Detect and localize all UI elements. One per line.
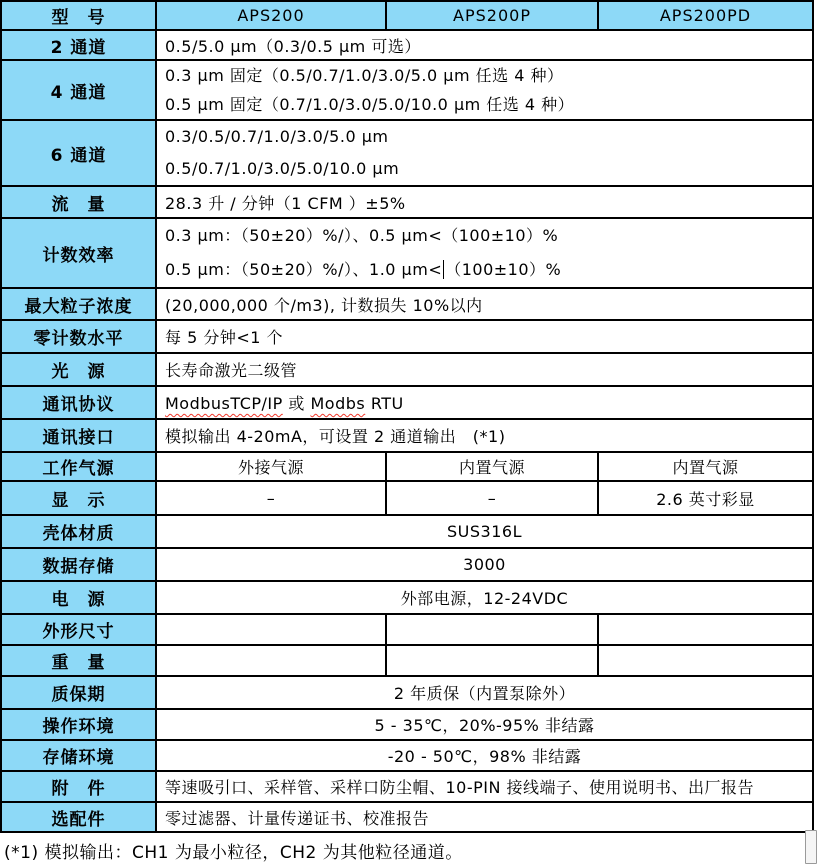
row-4-channel	[1, 60, 813, 120]
cell-aps200pd	[598, 614, 813, 645]
row-max-concentration	[1, 288, 813, 320]
row-value	[156, 60, 813, 120]
row-value-text: 或	[282, 394, 311, 413]
row-label: 存储环境	[1, 740, 156, 771]
row-value-line2: 0.5/0.7/1.0/3.0/5.0/10.0 μm	[165, 159, 400, 178]
row-storage-environment	[1, 740, 813, 771]
row-power	[1, 581, 813, 614]
row-label: 4 通道	[1, 60, 156, 120]
misspelled-word: ModbusTCP/IP	[165, 394, 283, 413]
header-model-aps200: APS200	[156, 1, 386, 30]
row-air-source	[1, 452, 813, 481]
cell-aps200pd	[598, 645, 813, 676]
row-label: 显 示	[1, 481, 156, 515]
row-light-source	[1, 353, 813, 386]
row-label: 选配件	[1, 802, 156, 832]
row-label: 零计数水平	[1, 320, 156, 353]
row-flow-rate	[1, 186, 813, 218]
row-value-line1: 0.3/0.5/0.7/1.0/3.0/5.0 μm	[165, 127, 389, 146]
row-counting-efficiency	[1, 218, 813, 288]
row-options	[1, 802, 813, 832]
header-model-aps200p: APS200P	[386, 1, 598, 30]
row-label: 通讯协议	[1, 386, 156, 419]
header-model-aps200pd: APS200PD	[598, 1, 813, 30]
row-value: 3000	[156, 548, 813, 581]
row-label: 2 通道	[1, 30, 156, 60]
row-label: 通讯接口	[1, 419, 156, 452]
footnote: (*1) 模拟输出：CH1 为最小粒径，CH2 为其他粒径通道。	[4, 842, 463, 863]
row-value-line2-post: （100±10）%	[445, 260, 562, 279]
scrollbar-fragment[interactable]	[805, 830, 817, 864]
row-value-line1: 0.3 μm：（50±20）%/）、0.5 μm<（100±10）%	[165, 226, 559, 245]
row-value-line2: 0.5 μm 固定（0.7/1.0/3.0/5.0/10.0 μm 任选 4 种）	[165, 95, 575, 114]
cell-aps200	[156, 614, 386, 645]
row-label: 数据存储	[1, 548, 156, 581]
header-row	[1, 1, 813, 30]
row-weight	[1, 645, 813, 676]
row-value	[156, 120, 813, 186]
row-value-line2-pre: 0.5 μm：（50±20）%/）、1.0 μm<	[165, 260, 443, 279]
row-label: 壳体材质	[1, 515, 156, 548]
row-value	[156, 218, 813, 288]
row-operating-environment	[1, 709, 813, 740]
row-value: SUS316L	[156, 515, 813, 548]
row-value: 等速吸引口、采样管、采样口防尘帽、10-PIN 接线端子、使用说明书、出厂报告	[156, 771, 813, 802]
row-value: (20,000,000 个/m3), 计数损失 10%以内	[156, 288, 813, 320]
row-value-line2	[157, 253, 812, 287]
cell-aps200p: 内置气源	[386, 452, 598, 481]
row-value: 长寿命激光二级管	[156, 353, 813, 386]
cell-aps200	[156, 645, 386, 676]
row-warranty	[1, 676, 813, 709]
cell-aps200p: –	[386, 481, 598, 515]
row-value-text: RTU	[365, 394, 404, 413]
row-label: 工作气源	[1, 452, 156, 481]
row-value	[156, 386, 813, 419]
row-interface	[1, 419, 813, 452]
cell-aps200p	[386, 614, 598, 645]
row-label: 外形尺寸	[1, 614, 156, 645]
row-value: 5 - 35℃，20%-95% 非结露	[156, 709, 813, 740]
cell-aps200p	[386, 645, 598, 676]
row-value: 2 年质保（内置泵除外）	[156, 676, 813, 709]
row-6-channel	[1, 120, 813, 186]
row-label: 重 量	[1, 645, 156, 676]
row-label: 附 件	[1, 771, 156, 802]
row-housing-material	[1, 515, 813, 548]
cell-aps200pd: 2.6 英寸彩显	[598, 481, 813, 515]
header-model-label: 型 号	[1, 1, 156, 30]
row-value: 28.3 升 / 分钟（1 CFM ）±5%	[156, 186, 813, 218]
cell-aps200: 外接气源	[156, 452, 386, 481]
row-dimensions	[1, 614, 813, 645]
row-label: 计数效率	[1, 218, 156, 288]
misspelled-word: Modbs	[310, 394, 366, 413]
row-label: 操作环境	[1, 709, 156, 740]
row-value: 外部电源，12-24VDC	[156, 581, 813, 614]
row-accessories	[1, 771, 813, 802]
row-value: 模拟输出 4-20mA，可设置 2 通道输出 (*1)	[156, 419, 813, 452]
row-value-line1: 0.3 μm 固定（0.5/0.7/1.0/3.0/5.0 μm 任选 4 种）	[165, 66, 564, 85]
row-value: -20 - 50℃，98% 非结露	[156, 740, 813, 771]
row-label: 电 源	[1, 581, 156, 614]
row-label: 6 通道	[1, 120, 156, 186]
row-value: 0.5/5.0 μm（0.3/0.5 μm 可选）	[156, 30, 813, 60]
row-label: 光 源	[1, 353, 156, 386]
row-label: 流 量	[1, 186, 156, 218]
row-value: 每 5 分钟<1 个	[156, 320, 813, 353]
cell-aps200: –	[156, 481, 386, 515]
cell-aps200pd: 内置气源	[598, 452, 813, 481]
row-value: 零过滤器、计量传递证书、校准报告	[156, 802, 813, 832]
row-data-storage	[1, 548, 813, 581]
row-label: 最大粒子浓度	[1, 288, 156, 320]
row-zero-count	[1, 320, 813, 353]
row-protocol	[1, 386, 813, 419]
row-label: 质保期	[1, 676, 156, 709]
row-display	[1, 481, 813, 515]
row-2-channel	[1, 30, 813, 60]
